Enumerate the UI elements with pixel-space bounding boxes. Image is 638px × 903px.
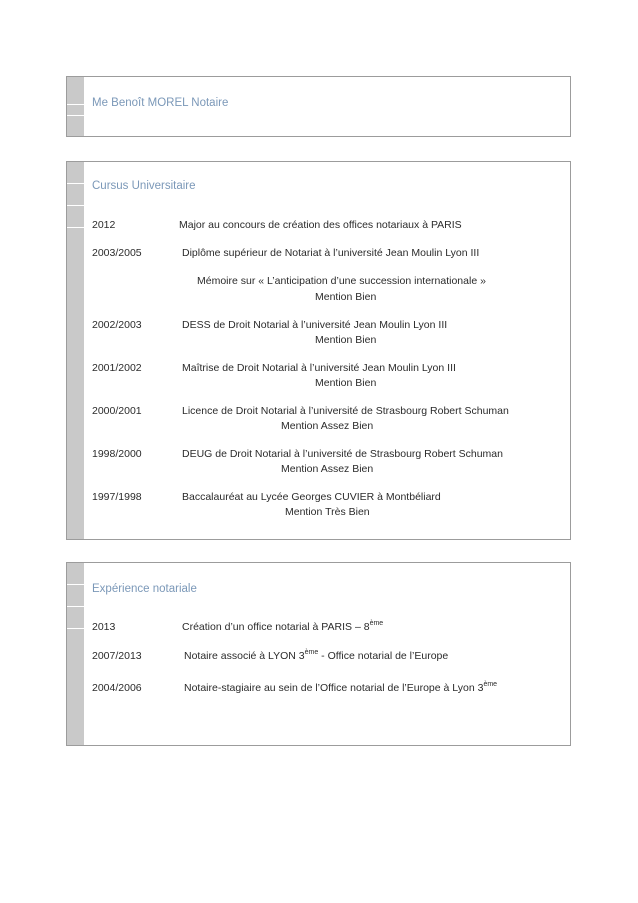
strip-cell	[67, 607, 84, 629]
entry-description: Major au concours de création des offices notariaux à PARIS	[179, 219, 462, 231]
education-box	[66, 161, 571, 540]
entry-mention: Mention Bien	[315, 291, 377, 303]
entry-mention: Mention Très Bien	[285, 506, 370, 518]
entry-year: 2013	[92, 621, 116, 633]
entry-description: DEUG de Droit Notarial à l’université de Strasbourg Robert Schuman	[182, 448, 503, 460]
strip-cell	[67, 116, 84, 136]
entry-text-after: - Office notarial de l’Europe	[318, 650, 449, 662]
entry-description	[184, 650, 448, 663]
entry-year: 1998/2000	[92, 448, 142, 460]
memoire-line: Mémoire sur « L’anticipation d’une succession internationale »	[197, 275, 486, 287]
entry-description	[184, 682, 497, 695]
header-strip	[67, 77, 84, 136]
entry-text: Notaire-stagiaire au sein de l’Office notarial de l’Europe à Lyon 3	[184, 682, 484, 694]
strip-cell	[67, 585, 84, 607]
entry-year: 2004/2006	[92, 682, 142, 694]
entry-description: Diplôme supérieur de Notariat à l’université Jean Moulin Lyon III	[182, 247, 480, 259]
strip-cell	[67, 77, 84, 105]
entry-year: 2012	[92, 219, 116, 231]
strip-cell	[67, 206, 84, 228]
entry-mention: Mention Bien	[315, 377, 377, 389]
section-title-experience: Expérience notariale	[92, 583, 197, 595]
entry-year: 2007/2013	[92, 650, 142, 662]
entry-year: 2002/2003	[92, 319, 142, 331]
entry-description: Maîtrise de Droit Notarial à l’université Jean Moulin Lyon III	[182, 362, 456, 374]
experience-strip	[67, 563, 84, 745]
notary-name: Me Benoît MOREL Notaire	[92, 97, 229, 109]
entry-mention: Mention Assez Bien	[281, 463, 374, 475]
strip-cell	[67, 162, 84, 184]
entry-text: Notaire associé à LYON 3	[184, 650, 305, 662]
entry-year: 2001/2002	[92, 362, 142, 374]
section-title-education: Cursus Universitaire	[92, 180, 196, 192]
entry-year: 2000/2001	[92, 405, 142, 417]
entry-description: Baccalauréat au Lycée Georges CUVIER à Montbéliard	[182, 491, 441, 503]
entry-superscript: ème	[304, 649, 319, 656]
entry-superscript: ème	[483, 681, 498, 688]
entry-description: Licence de Droit Notarial à l’université de Strasbourg Robert Schuman	[182, 405, 509, 417]
entry-year: 2003/2005	[92, 247, 142, 259]
entry-mention: Mention Bien	[315, 334, 377, 346]
education-strip	[67, 162, 84, 539]
strip-cell	[67, 105, 84, 116]
entry-mention: Mention Assez Bien	[281, 420, 374, 432]
strip-cell	[67, 563, 84, 585]
strip-cell	[67, 629, 84, 745]
entry-description	[182, 621, 383, 634]
strip-cell	[67, 184, 84, 206]
experience-box	[66, 562, 571, 746]
entry-superscript: ème	[369, 620, 384, 627]
header-box	[66, 76, 571, 137]
entry-description: DESS de Droit Notarial à l’université Jean Moulin Lyon III	[182, 319, 448, 331]
strip-cell	[67, 228, 84, 539]
entry-text: Création d’un office notarial à PARIS – 8	[182, 621, 370, 633]
entry-year: 1997/1998	[92, 491, 142, 503]
